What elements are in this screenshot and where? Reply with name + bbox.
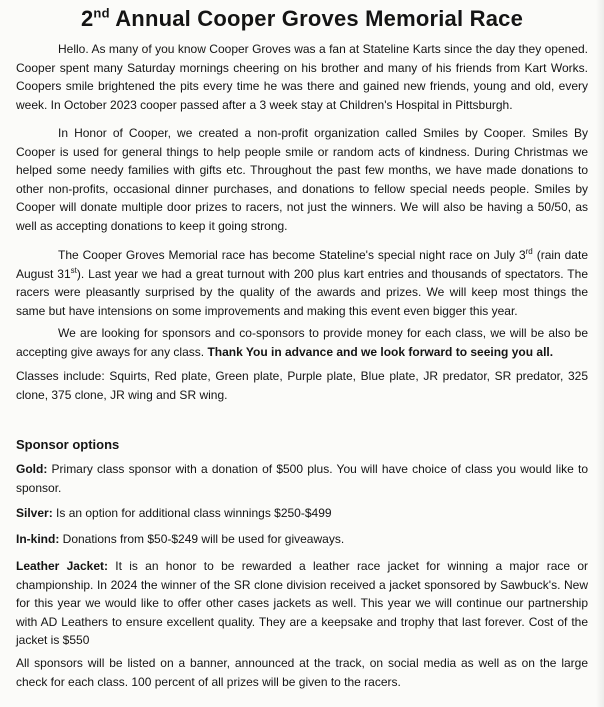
title-ordinal: 2 — [80, 6, 94, 31]
race-details-text: ). Last year we had a great turnout with 200 plus kart entries and thousands of spectators. The racers were pleasantly surprised by the quality of the awards and prizes. We will keep most things the same but have intensions on some improvements and making this event even bigger this year. — [16, 266, 588, 318]
silver-text: Is an option for additional class winnings $250-$499 — [52, 506, 332, 520]
race-date-text: The Cooper Groves Memorial race has become Stateline's special night race on July 3 — [58, 248, 526, 262]
in-kind-text: Donations from $50-$249 will be used for giveaways. — [59, 532, 345, 546]
rain-date-suffix: st — [70, 265, 77, 275]
gold-option — [16, 460, 588, 497]
classes-paragraph: Classes include: Squirts, Red plate, Green plate, Purple plate, Blue plate, JR predator, SR predator, 325 clone, 375 clone, JR wing and SR wing. — [16, 369, 588, 402]
in-kind-label: In-kind: — [16, 532, 60, 546]
sponsor-options-heading: Sponsor options — [16, 437, 120, 452]
sponsors-request-text: We are looking for sponsors and co-sponsors to provide money for each class, we will be also be accepting give aways for any class. — [16, 326, 588, 359]
title-ordinal-suffix: nd — [93, 5, 110, 21]
silver-option — [16, 504, 588, 523]
smiles-by-cooper-paragraph: In Honor of Cooper, we created a non-profit organization called Smiles by Cooper. Smiles By Cooper is used for general things to help people smile or random acts of kindness. During Christmas we helped some needy families with gifts etc. Throughout the past few months, we have made donations to other non-profits, occasional dinner purchases, and donations to fellow special needs people. Smiles by Cooper will donate multiple door prizes to racers, not just the winners. We will also be having a 50/50, as well as accepting donations to keep it going strong. — [16, 126, 588, 233]
leather-jacket-option — [16, 557, 588, 650]
intro-paragraph: Hello. As many of you know Cooper Groves was a fan at Stateline Karts since the day they opened. Cooper spent many Saturday mornings cheering on his brother and many of his friends from Kart Works. Coopers smile brightened the pits every time he was there and gained new friends, young and old, every week. In October 2023 cooper passed after a 3 week stay at Children's Hospital in Pittsburgh. — [16, 42, 588, 112]
in-kind-option — [16, 530, 588, 549]
memorial-race-paragraph — [16, 246, 588, 320]
gold-label: Gold: — [16, 462, 48, 476]
title-text: Annual Cooper Groves Memorial Race — [109, 6, 524, 31]
silver-label: Silver: — [16, 506, 53, 520]
leather-jacket-text: It is an honor to be rewarded a leather race jacket for winning a major race or championship. In 2024 the winner of the SR clone division received a jacket sponsored by Sawbuck's. New for this year we would like to offer other cases jackets as well. This year we will continue our partnership with AD Leathers to ensure excellent quality. They are a keepsake and trophy that last forever. Cost of the jacket is $550 — [16, 559, 588, 648]
document-title — [0, 6, 604, 32]
race-date-suffix: rd — [525, 247, 533, 256]
closing-paragraph: All sponsors will be listed on a banner, announced at the track, on social media as well as on the large check for each class. 100 percent of all prizes will be given to the racers. — [16, 656, 588, 689]
leather-jacket-label: Leather Jacket: — [16, 559, 108, 573]
page-edge-shadow — [596, 0, 604, 707]
rain-date-text: (rain date August 31 — [16, 248, 588, 281]
gold-text: Primary class sponsor with a donation of $500 plus. You will have choice of class you would like to sponsor. — [16, 462, 588, 495]
sponsors-request-paragraph — [16, 324, 588, 361]
thank-you-text: Thank You in advance and we look forward to seeing you all. — [207, 344, 554, 359]
